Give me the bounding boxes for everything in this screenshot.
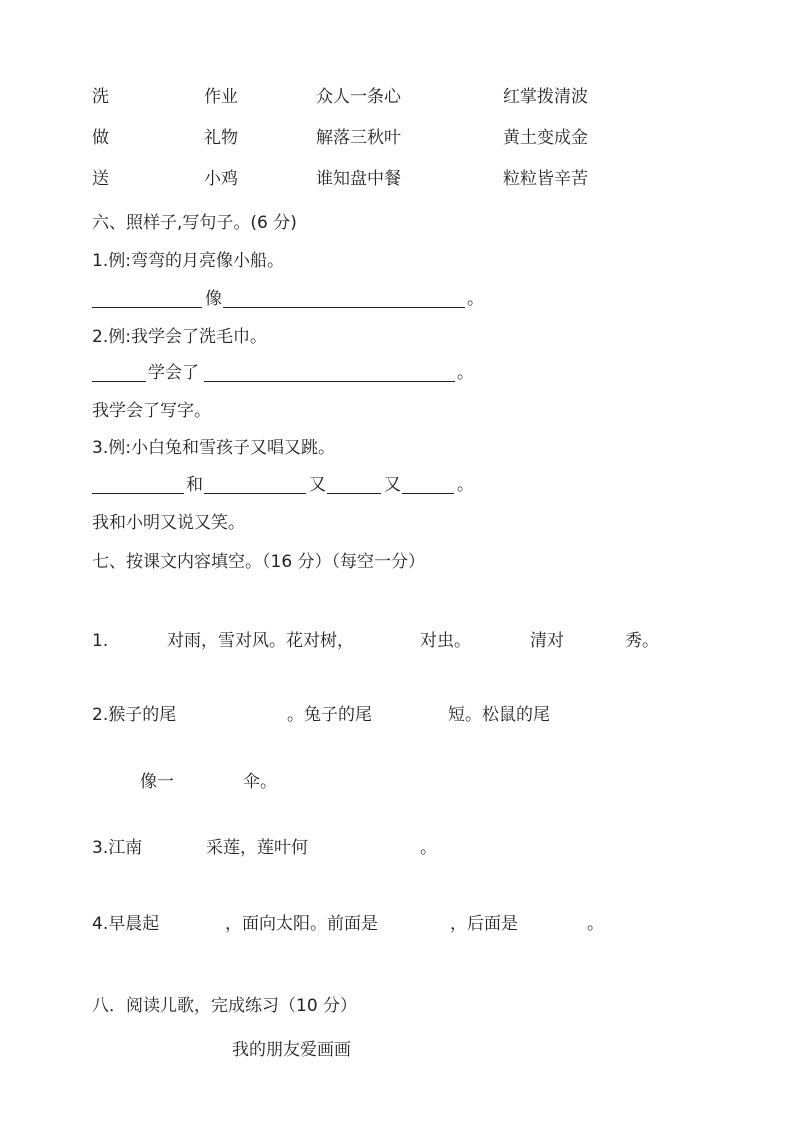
match-cell: 红掌拨清波 (503, 87, 588, 107)
section7-title: 七、按课文内容填空。（16 分）（每空一分） (92, 552, 426, 572)
poem-title: 我的朋友爱画画 (232, 1040, 351, 1060)
q3-blank-1[interactable] (92, 493, 184, 494)
q2-sample: 我学会了写字。 (92, 401, 211, 421)
q1-example: 1.例:弯弯的月亮像小船。 (92, 251, 284, 271)
s7-q1-num: 1. (92, 631, 109, 651)
s7-q2-part-d: 像一 (140, 772, 174, 792)
s7-q1-part-c: 清对 (530, 631, 564, 651)
q2-blank-2[interactable] (204, 381, 455, 382)
s7-q1-part-a: 对雨，雪对风。花对树， (167, 631, 354, 651)
section6-title: 六、照样子,写句子。(6 分) (92, 213, 297, 233)
q2-end: 。 (457, 363, 474, 383)
match-cell: 礼物 (204, 128, 238, 148)
match-cell: 众人一条心 (316, 87, 401, 107)
q1-blank-1[interactable] (92, 307, 202, 308)
s7-q2-part-e: 伞。 (243, 772, 277, 792)
s7-q2-part-b: 。兔子的尾 (287, 705, 372, 725)
q3-blank-3[interactable] (327, 493, 381, 494)
q3-blank-4[interactable] (402, 493, 454, 494)
match-cell: 小鸡 (204, 169, 238, 189)
s7-q4-part-d: 。 (587, 914, 604, 934)
section8-title: 八．阅读儿歌，完成练习（10 分） (92, 996, 358, 1016)
s7-q2-part-c: 短。松鼠的尾 (448, 705, 550, 725)
match-cell: 解落三秋叶 (316, 128, 401, 148)
match-cell: 粒粒皆辛苦 (503, 169, 588, 189)
match-cell: 做 (92, 128, 109, 148)
match-cell: 洗 (92, 87, 109, 107)
q3-you1: 又 (309, 475, 326, 495)
s7-q4-part-c: ，后面是 (450, 914, 518, 934)
q2-blank-1[interactable] (92, 381, 146, 382)
q3-blank-2[interactable] (204, 493, 306, 494)
q3-sample: 我和小明又说又笑。 (92, 513, 245, 533)
q2-word: 学会了 (148, 363, 199, 383)
match-cell: 作业 (204, 87, 238, 107)
q1-end: 。 (467, 289, 484, 309)
match-cell: 黄土变成金 (503, 128, 588, 148)
q3-you2: 又 (384, 475, 401, 495)
q2-example: 2.例:我学会了洗毛巾。 (92, 327, 267, 347)
s7-q3-part-c: 。 (420, 838, 437, 858)
s7-q1-part-d: 秀。 (625, 631, 659, 651)
q3-example: 3.例:小白兔和雪孩子又唱又跳。 (92, 438, 335, 458)
s7-q2-part-a: 2.猴子的尾 (92, 705, 177, 725)
match-cell: 送 (92, 169, 109, 189)
s7-q4-part-a: 4.早晨起 (92, 914, 160, 934)
s7-q3-part-a: 3.江南 (92, 838, 143, 858)
q1-word: 像 (205, 289, 222, 309)
q1-blank-2[interactable] (223, 307, 465, 308)
s7-q3-part-b: 采莲，莲叶何 (206, 838, 308, 858)
q3-end: 。 (457, 475, 474, 495)
s7-q4-part-b: ，面向太阳。前面是 (225, 914, 378, 934)
q3-he: 和 (186, 475, 203, 495)
match-cell: 谁知盘中餐 (316, 169, 401, 189)
s7-q1-part-b: 对虫。 (420, 631, 471, 651)
